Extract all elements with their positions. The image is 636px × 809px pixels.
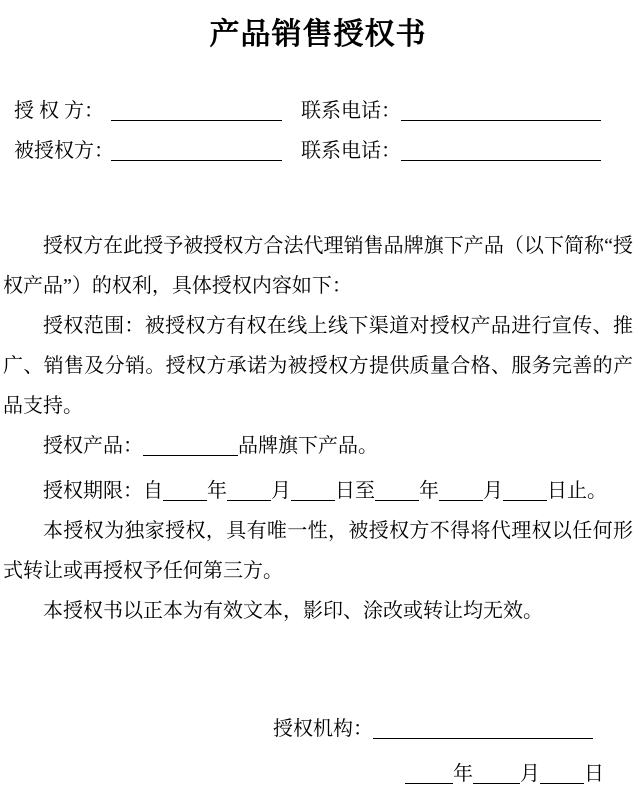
day-to-label: 日至 [335, 480, 375, 502]
authorizee-phone-blank[interactable] [401, 140, 601, 161]
end-month-blank[interactable] [439, 480, 483, 501]
paragraph-intro: 授权方在此授予被授权方合法代理销售品牌旗下产品（以下简称“授权产品”）的权利，具体授权内容如下： [3, 235, 633, 297]
start-month-label: 月 [271, 480, 291, 502]
authorizee-row [0, 131, 636, 171]
start-year-label: 年 [207, 480, 227, 502]
authorizer-row [0, 91, 636, 131]
parties-section [0, 91, 636, 171]
paragraph-validity: 本授权书以正本为有效文本，影印、涂改或转让均无效。 [43, 600, 543, 622]
end-day-blank[interactable] [503, 480, 547, 501]
product-label: 授权产品： [43, 435, 143, 457]
product-suffix: 品牌旗下产品。 [238, 435, 378, 457]
document-body [0, 226, 636, 631]
document-title: 产品销售授权书 [209, 18, 427, 51]
date-day-blank[interactable] [540, 763, 584, 784]
authorizer-label: 授 权 方： [14, 100, 104, 122]
day-end-label: 日止。 [547, 480, 607, 502]
period-prefix: 授权期限：自 [43, 480, 163, 502]
date-month-blank[interactable] [473, 763, 520, 784]
date-year-label: 年 [453, 763, 473, 785]
authorizee-label: 被授权方： [14, 140, 114, 162]
authorizee-phone-label: 联系电话： [301, 140, 401, 162]
paragraph-product [3, 426, 633, 466]
end-month-label: 月 [483, 480, 503, 502]
paragraph-scope: 授权范围：被授权方有权在线上线下渠道对授权产品进行宣传、推广、销售及分销。授权方承诺为被授权方提供质量合格、服务完善的产品支持。 [3, 315, 633, 417]
org-label: 授权机构： [273, 718, 373, 740]
date-year-blank[interactable] [405, 763, 453, 784]
authorizer-name-blank[interactable] [111, 100, 282, 121]
start-day-blank[interactable] [291, 480, 335, 501]
end-year-label: 年 [419, 480, 439, 502]
signature-section [0, 709, 636, 794]
authorizer-phone-label: 联系电话： [301, 100, 401, 122]
date-day-label: 日 [584, 763, 604, 785]
paragraph-period [3, 471, 633, 511]
org-signature-row [0, 709, 636, 749]
authorizer-phone-blank[interactable] [401, 100, 601, 121]
product-brand-blank[interactable] [143, 435, 238, 456]
date-month-label: 月 [520, 763, 540, 785]
date-row [0, 754, 636, 794]
end-year-blank[interactable] [375, 480, 419, 501]
org-signature-blank[interactable] [373, 718, 593, 739]
start-year-blank[interactable] [163, 480, 207, 501]
start-month-blank[interactable] [227, 480, 271, 501]
paragraph-exclusive: 本授权为独家授权，具有唯一性，被授权方不得将代理权以任何形式转让或再授权予任何第三方。 [3, 520, 633, 582]
authorizee-name-blank[interactable] [111, 140, 282, 161]
